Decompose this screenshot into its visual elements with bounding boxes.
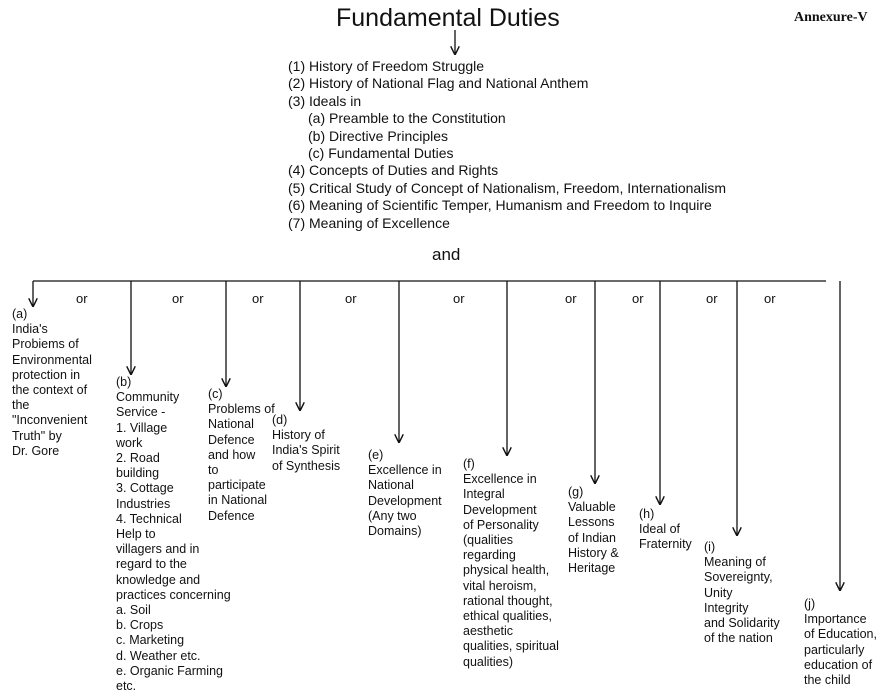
branch-text-line: e. Organic Farming: [116, 663, 223, 678]
and-connector: and: [432, 245, 461, 264]
topic-subitem: (b) Directive Principles: [308, 127, 449, 144]
branch-a: [12, 307, 92, 459]
or-label: or: [252, 291, 264, 306]
topic-item: (4) Concepts of Duties and Rights: [288, 162, 499, 179]
branch-text-line: Defence: [208, 508, 255, 523]
branch-text-line: Valuable: [568, 500, 616, 515]
branch-text-line: Service -: [116, 405, 166, 420]
branch-h: [639, 507, 692, 553]
branch-text-line: building: [116, 466, 160, 481]
branch-text-line: Domains): [368, 524, 422, 539]
or-label: or: [76, 291, 88, 306]
branch-text-line: "Inconvenient: [12, 413, 88, 428]
branch-text-line: of Personality: [463, 517, 539, 532]
branch-text-line: Defence: [208, 432, 255, 447]
branch-text-line: rational thought,: [463, 593, 553, 608]
branch-text-line: vital heroism,: [463, 578, 537, 593]
branch-text-line: National: [368, 478, 414, 493]
branch-text-line: b. Crops: [116, 618, 164, 633]
branch-text-line: etc.: [116, 679, 137, 694]
branch-text-line: Dr. Gore: [12, 443, 60, 458]
branch-text-line: Sovereignty,: [704, 570, 773, 585]
branch-e: [368, 448, 442, 539]
branch-text-line: Development: [368, 493, 442, 508]
diagram-title: Fundamental Duties: [336, 4, 560, 32]
branch-text-line: Development: [463, 502, 537, 517]
branch-text-line: History of: [272, 428, 325, 443]
branch-text-line: aesthetic: [463, 624, 514, 639]
branch-text-line: physical health,: [463, 563, 550, 578]
branch-text-line: 1. Village: [116, 420, 168, 435]
branch-letter: (g): [568, 485, 584, 499]
branch-text-line: regard to the: [116, 557, 187, 572]
branch-text-line: Truth" by: [12, 428, 62, 443]
branch-j: [804, 597, 877, 688]
topic-item: (5) Critical Study of Concept of Nationalism, Freedom, Internationalism: [288, 179, 727, 196]
branch-text-line: the child: [804, 673, 851, 688]
branch-text-line: knowledge and: [116, 572, 201, 587]
branch-text-line: Industries: [116, 496, 171, 511]
branch-text-line: villagers and in: [116, 542, 200, 557]
branch-text-line: National: [208, 417, 254, 432]
topic-item: (6) Meaning of Scientific Temper, Humanism and Freedom to Inquire: [288, 197, 712, 214]
branch-text-line: education of: [804, 657, 873, 672]
branch-text-line: 2. Road: [116, 451, 160, 466]
branch-c: [208, 387, 275, 524]
branch-text-line: Problems of: [208, 402, 275, 417]
or-label: or: [172, 291, 184, 306]
branch-text-line: 4. Technical: [116, 511, 182, 526]
branch-text-line: qualities): [463, 654, 514, 669]
branch-text-line: Excellence in: [368, 463, 442, 478]
core-topics-list: [288, 58, 726, 232]
or-label: or: [706, 291, 718, 306]
branch-text-line: India's Spirit: [272, 443, 340, 458]
branch-letter: (i): [704, 540, 716, 554]
topic-item: (7) Meaning of Excellence: [288, 214, 450, 231]
branch-text-line: of Synthesis: [272, 458, 341, 473]
branch-text-line: the: [12, 398, 30, 413]
branch-text-line: Importance: [804, 612, 867, 627]
branch-text-line: work: [116, 435, 143, 450]
branch-letter: (c): [208, 387, 223, 401]
branch-text-line: a. Soil: [116, 603, 151, 618]
branch-text-line: Heritage: [568, 561, 616, 576]
branch-text-line: Integrity: [704, 600, 749, 615]
branch-letter: (d): [272, 413, 288, 427]
branch-text-line: protection in: [12, 367, 81, 382]
branch-letter: (b): [116, 375, 132, 389]
branch-text-line: to: [208, 463, 219, 478]
branch-text-line: c. Marketing: [116, 633, 185, 648]
branch-text-line: Fraternity: [639, 537, 692, 552]
branch-letter: (j): [804, 597, 816, 611]
branch-text-line: practices concerning: [116, 587, 231, 602]
branch-text-line: Meaning of: [704, 555, 766, 570]
branch-text-line: (qualities: [463, 533, 514, 548]
branch-text-line: (Any two: [368, 508, 417, 523]
branch-letter: (a): [12, 307, 28, 321]
branch-text-line: Excellence in: [463, 472, 537, 487]
branch-text-line: Environmental: [12, 352, 92, 367]
branch-text-line: Lessons: [568, 515, 615, 530]
branch-text-line: and how: [208, 447, 256, 462]
branch-text-line: Unity: [704, 585, 733, 600]
branch-text-line: d. Weather etc.: [116, 648, 201, 663]
branch-text-line: of Education,: [804, 627, 877, 642]
or-label: or: [453, 291, 465, 306]
branch-text-line: Probiems of: [12, 337, 79, 352]
or-label: or: [632, 291, 644, 306]
branch-text-line: Integral: [463, 487, 505, 502]
branch-text-line: regarding: [463, 548, 516, 563]
branch-text-line: Help to: [116, 527, 156, 542]
branch-letter: (h): [639, 507, 655, 521]
branch-text-line: India's: [12, 322, 48, 337]
or-label: or: [764, 291, 776, 306]
branch-text-line: and Solidarity: [704, 616, 780, 631]
branch-text-line: in National: [208, 493, 268, 508]
topic-item: (2) History of National Flag and National Anthem: [288, 75, 589, 92]
branch-i: [704, 540, 780, 646]
topic-item: (3) Ideals in: [288, 92, 362, 109]
branch-text-line: History &: [568, 545, 619, 560]
branch-f: [463, 457, 559, 670]
branch-d: [272, 413, 340, 474]
branch-text-line: Community: [116, 390, 180, 405]
topic-subitem: (c) Fundamental Duties: [308, 145, 454, 162]
branch-text-line: 3. Cottage: [116, 481, 174, 496]
branch-text-line: particularly: [804, 642, 865, 657]
or-label: or: [565, 291, 577, 306]
or-label: or: [345, 291, 357, 306]
branch-text-line: Ideal of: [639, 522, 681, 537]
branch-text-line: the context of: [12, 383, 88, 398]
branch-text-line: of the nation: [704, 631, 773, 646]
branch-letter: (e): [368, 448, 384, 462]
branch-text-line: ethical qualities,: [463, 609, 552, 624]
branch-letter: (f): [463, 457, 475, 471]
branch-text-line: qualities, spiritual: [463, 639, 559, 654]
branch-text-line: of Indian: [568, 530, 616, 545]
branch-text-line: participate: [208, 478, 266, 493]
topic-subitem: (a) Preamble to the Constitution: [308, 110, 506, 127]
annexure-label: Annexure-V: [794, 10, 868, 25]
topic-item: (1) History of Freedom Struggle: [288, 58, 485, 74]
branch-g: [568, 485, 619, 576]
